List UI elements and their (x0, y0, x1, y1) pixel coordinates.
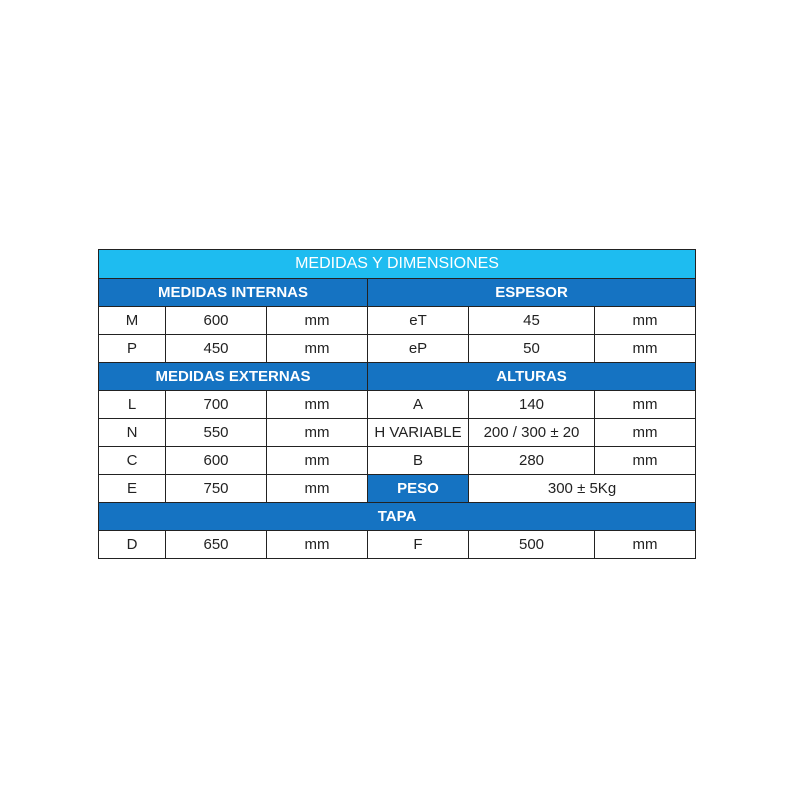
section-header-medidas-externas: MEDIDAS EXTERNAS (99, 363, 368, 391)
dimension-unit: mm (267, 531, 368, 559)
dimension-unit: mm (267, 419, 368, 447)
dimension-label: eP (368, 335, 469, 363)
dimension-value: 200 / 300 ± 20 (469, 419, 595, 447)
dimension-value: 750 (166, 475, 267, 503)
dimension-label: A (368, 391, 469, 419)
dimension-label: M (99, 307, 166, 335)
table-row (99, 531, 696, 559)
dimension-unit: mm (267, 391, 368, 419)
dimension-value: 650 (166, 531, 267, 559)
dimension-value: 700 (166, 391, 267, 419)
dimension-label: eT (368, 307, 469, 335)
dimension-unit: mm (267, 475, 368, 503)
dimension-unit: mm (595, 531, 696, 559)
section-header-medidas-internas: MEDIDAS INTERNAS (99, 279, 368, 307)
dimension-value: 280 (469, 447, 595, 475)
dimension-unit: mm (267, 447, 368, 475)
dimension-value: 600 (166, 447, 267, 475)
peso-value: 300 ± 5Kg (469, 475, 696, 503)
dimension-label: H VARIABLE (368, 419, 469, 447)
section-header-tapa: TAPA (99, 503, 696, 531)
table-row (99, 335, 696, 363)
dimension-value: 140 (469, 391, 595, 419)
dimension-label: D (99, 531, 166, 559)
table-row (99, 447, 696, 475)
dimension-value: 450 (166, 335, 267, 363)
dimension-label: N (99, 419, 166, 447)
dimension-label: E (99, 475, 166, 503)
table-row (99, 391, 696, 419)
section-header-alturas: ALTURAS (368, 363, 696, 391)
dimension-value: 550 (166, 419, 267, 447)
dimension-unit: mm (267, 335, 368, 363)
section-header-espesor: ESPESOR (368, 279, 696, 307)
dimensions-table (98, 249, 696, 559)
dimension-label: F (368, 531, 469, 559)
dimension-value: 600 (166, 307, 267, 335)
dimension-unit: mm (595, 335, 696, 363)
dimension-unit: mm (595, 447, 696, 475)
dimension-unit: mm (595, 419, 696, 447)
dimension-label: C (99, 447, 166, 475)
dimension-unit: mm (595, 391, 696, 419)
dimension-value: 50 (469, 335, 595, 363)
dimension-unit: mm (267, 307, 368, 335)
peso-label: PESO (368, 475, 469, 503)
table-row (99, 419, 696, 447)
dimension-label: P (99, 335, 166, 363)
dimension-label: B (368, 447, 469, 475)
table-title: MEDIDAS Y DIMENSIONES (99, 250, 696, 279)
table-row (99, 475, 696, 503)
dimension-unit: mm (595, 307, 696, 335)
dimension-label: L (99, 391, 166, 419)
dimension-value: 500 (469, 531, 595, 559)
table-row (99, 307, 696, 335)
dimension-value: 45 (469, 307, 595, 335)
